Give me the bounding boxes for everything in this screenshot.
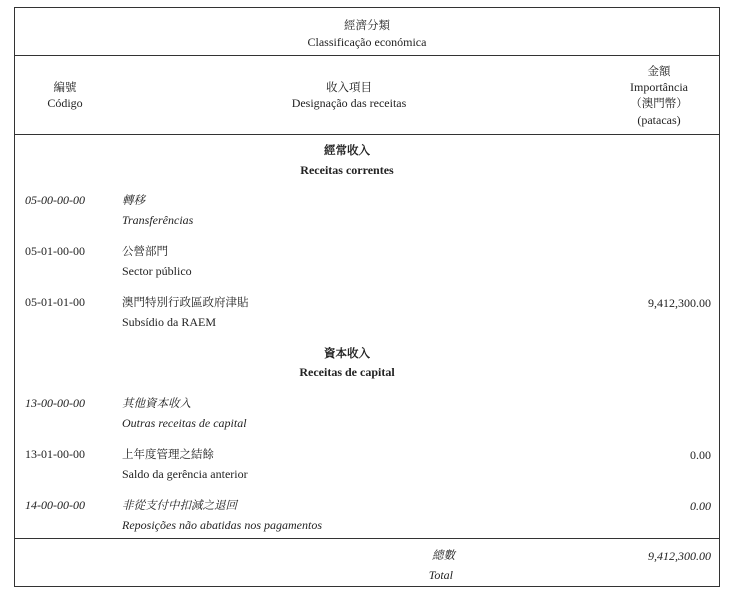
row-code: 13-01-00-00 bbox=[25, 447, 85, 461]
total-amount: 9,412,300.00 bbox=[648, 549, 711, 563]
row-desc-zh: 其他資本收入 bbox=[122, 396, 191, 410]
row-amount: 0.00 bbox=[690, 448, 711, 462]
row-code: 13-00-00-00 bbox=[25, 396, 85, 410]
section-title-zh: 經常收入 bbox=[324, 143, 370, 157]
row-code: 05-01-00-00 bbox=[25, 244, 85, 258]
row-desc-zh: 公營部門 bbox=[122, 244, 168, 258]
header-code-zh: 編號 bbox=[53, 80, 77, 94]
row-desc-zh: 上年度管理之結餘 bbox=[122, 447, 214, 461]
row-desc-pt: Saldo da gerência anterior bbox=[122, 467, 248, 481]
divider-line bbox=[15, 55, 719, 56]
header-currency-pt: (patacas) bbox=[637, 113, 681, 127]
row-desc-zh: 轉移 bbox=[122, 193, 145, 207]
classification-table bbox=[14, 7, 720, 587]
row-desc-pt: Transferências bbox=[122, 213, 194, 227]
header-amount-pt: Importância bbox=[630, 80, 688, 94]
row-code: 05-00-00-00 bbox=[25, 193, 85, 207]
divider-line bbox=[15, 134, 719, 135]
header-desc-zh: 收入項目 bbox=[326, 80, 372, 94]
row-amount: 9,412,300.00 bbox=[648, 296, 711, 310]
header-desc-pt: Designação das receitas bbox=[291, 96, 407, 110]
total-label-pt: Total bbox=[428, 568, 453, 582]
header-top-zh: 經濟分類 bbox=[344, 18, 390, 32]
row-desc-pt: Outras receitas de capital bbox=[122, 416, 247, 430]
row-desc-zh: 非從支付中扣減之退回 bbox=[122, 498, 237, 512]
header-amount-zh: 金額 bbox=[647, 64, 671, 78]
section-title-pt: Receitas correntes bbox=[300, 163, 394, 177]
row-desc-pt: Subsídio da RAEM bbox=[122, 315, 217, 329]
total-label-zh: 總數 bbox=[432, 548, 455, 562]
section-title-zh: 資本收入 bbox=[324, 346, 370, 360]
row-code: 05-01-01-00 bbox=[25, 295, 85, 309]
header-currency-zh: （澳門幣） bbox=[630, 96, 688, 110]
divider-line bbox=[15, 538, 719, 539]
section-title-pt: Receitas de capital bbox=[299, 365, 395, 379]
header-code-pt: Código bbox=[47, 96, 83, 110]
row-amount: 0.00 bbox=[690, 499, 711, 513]
header-top-pt: Classificação económica bbox=[307, 35, 427, 49]
row-desc-pt: Reposições não abatidas nos pagamentos bbox=[122, 518, 322, 532]
row-code: 14-00-00-00 bbox=[25, 498, 85, 512]
row-desc-pt: Sector público bbox=[122, 264, 192, 278]
row-desc-zh: 澳門特別行政區政府津貼 bbox=[122, 295, 249, 309]
